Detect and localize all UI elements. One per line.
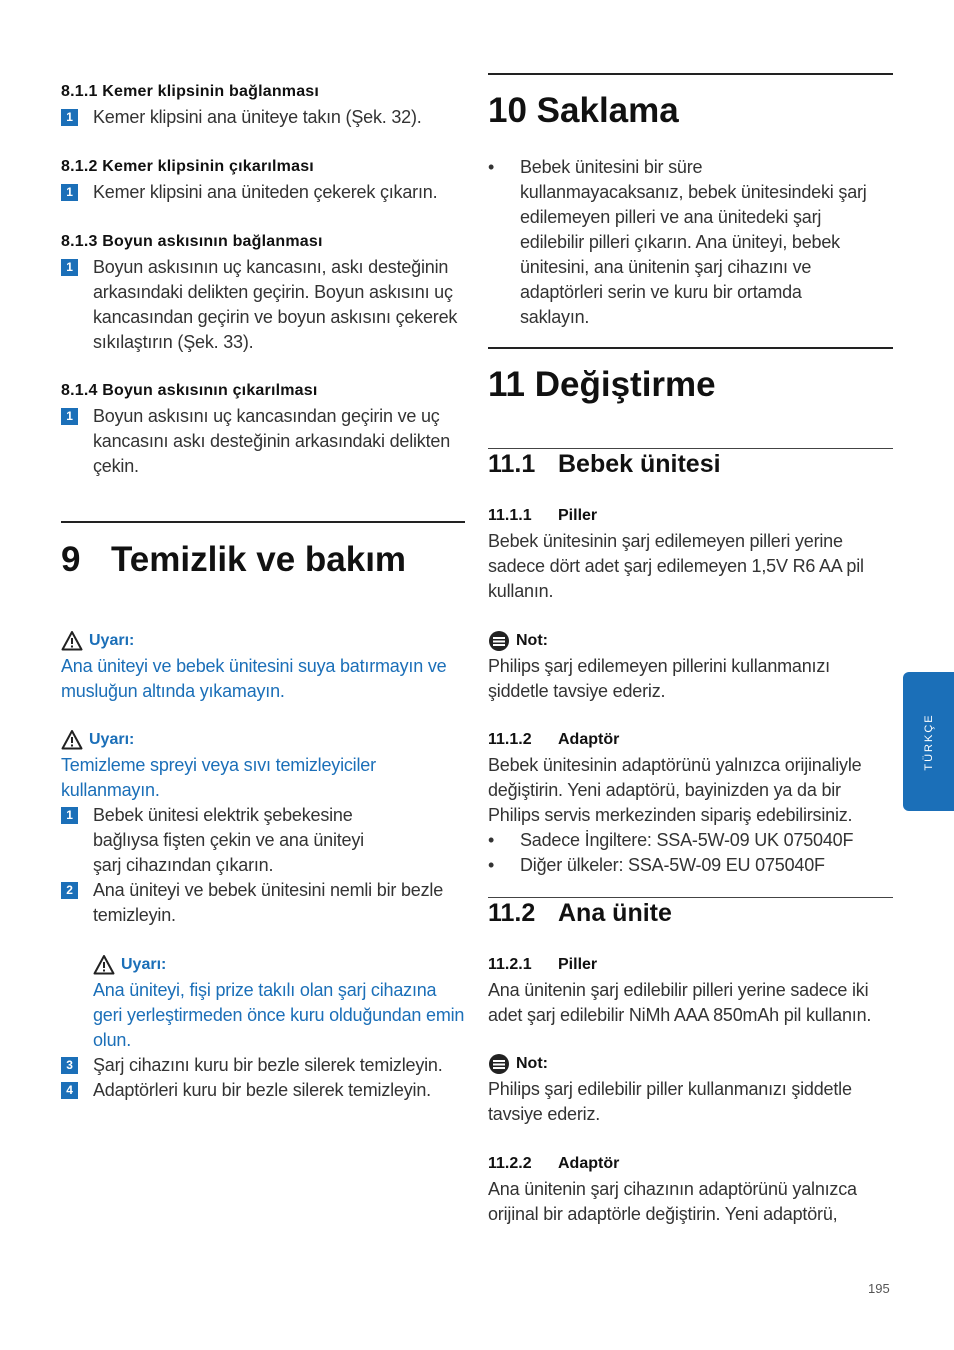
body-text: Ana ünitenin şarj cihazının adaptörünü yalnızca orijinal bir adaptörle değiştirin. Yeni adaptörü, <box>488 1179 857 1224</box>
body-text: Bebek ünitesinin şarj edilemeyen pilleri yerine sadece dört adet şarj edilemeyen 1,5V R6 AA pil kullanın. <box>488 531 864 601</box>
subsection-11-2-1-heading <box>488 956 597 974</box>
section-11-1-heading <box>488 450 721 479</box>
chapter-9-heading <box>61 540 406 580</box>
step-text: Kemer klipsini ana üniteden çekerek çıkarın. <box>93 182 438 202</box>
subsection-11-1-2-heading <box>488 731 619 749</box>
step-item <box>61 105 465 130</box>
bullet-text: Sadece İngiltere: SSA-5W-09 UK 075040F <box>520 830 854 850</box>
note-title <box>488 1053 548 1075</box>
step-item <box>61 180 465 205</box>
step-text: Ana üniteyi ve bebek ünitesini nemli bir bezle temizleyin. <box>93 880 444 925</box>
warning-title <box>61 630 134 652</box>
step-item <box>61 803 381 878</box>
body-text: Bebek ünitesinin adaptörünü yalnızca orijinaliyle değiştirin. Yeni adaptörü, bayinizden ya da bir Philips servis merkezinden sipariş edebilirsiniz. <box>488 755 862 825</box>
step-number: 3 <box>61 1057 78 1074</box>
warning-triangle-icon <box>61 630 83 652</box>
body-text: Ana ünitenin şarj edilebilir pilleri yerine sadece iki adet şarj edilebilir NiMh AAA 850mAh pil kullanın. <box>488 980 872 1025</box>
note-text: Philips şarj edilebilir piller kullanmanızı şiddetle tavsiye ederiz. <box>488 1079 852 1124</box>
step-number: 1 <box>61 807 78 824</box>
warning-title <box>61 729 134 751</box>
bullet-icon: • <box>488 157 495 177</box>
note-text: Philips şarj edilemeyen pillerini kullanmanızı şiddetle tavsiye ederiz. <box>488 656 830 701</box>
subsection-number: 11.1.2 <box>488 731 532 748</box>
list-item <box>488 155 868 330</box>
step-text: Bebek ünitesi elektrik şebekesine bağlıysa fişten çekin ve ana üniteyi şarj cihazından çıkarın. <box>93 805 364 875</box>
section-11-2-heading <box>488 899 672 928</box>
step-text: Boyun askısını uç kancasından geçirin ve uç kancasını askı desteğinin arkasındaki delikten çekin. <box>93 406 451 476</box>
section-divider <box>488 448 893 449</box>
chapter-11-heading <box>488 365 716 405</box>
warning-label: Uyarı: <box>89 632 135 649</box>
bullet-icon: • <box>488 830 495 850</box>
chapter-divider <box>61 521 465 523</box>
note-label: Not: <box>516 1055 548 1072</box>
warning-text: Ana üniteyi ve bebek ünitesini suya batırmayın ve musluğun altında yıkamayın. <box>61 656 447 701</box>
step-number: 1 <box>61 184 78 201</box>
note-label: Not: <box>516 632 548 649</box>
subsection-title: Piller <box>558 507 598 524</box>
chapter-number: 10 <box>488 91 527 130</box>
chapter-divider <box>488 73 893 75</box>
section-8-1-2-title: 8.1.2 Kemer klipsinin çıkarılması <box>61 158 314 175</box>
subsection-11-1-1-heading <box>488 507 597 525</box>
step-number: 4 <box>61 1082 78 1099</box>
subsection-number: 11.2.1 <box>488 956 532 973</box>
subsection-title: Piller <box>558 956 598 973</box>
chapter-number: 9 <box>61 540 81 579</box>
subsection-title: Adaptör <box>558 1155 620 1172</box>
step-number: 1 <box>61 109 78 126</box>
language-tab[interactable] <box>903 672 954 811</box>
subsection-number: 11.2.2 <box>488 1155 532 1172</box>
note-icon <box>488 630 510 652</box>
section-8-1-3-title: 8.1.3 Boyun askısının bağlanması <box>61 233 323 250</box>
section-8-1-4-title: 8.1.4 Boyun askısının çıkarılması <box>61 382 318 399</box>
warning-text: Temizleme spreyi veya sıvı temizleyiciler kullanmayın. <box>61 755 376 800</box>
bullet-text: Diğer ülkeler: SSA-5W-09 EU 075040F <box>520 855 825 875</box>
chapter-title: Saklama <box>536 91 679 130</box>
warning-label: Uyarı: <box>89 731 135 748</box>
step-number: 2 <box>61 882 78 899</box>
warning-triangle-icon <box>93 954 115 976</box>
language-tab-label: TÜRKÇE <box>922 712 935 771</box>
step-item <box>61 255 465 355</box>
chapter-number: 11 <box>488 365 525 404</box>
note-title <box>488 630 548 652</box>
warning-label: Uyarı: <box>121 956 167 973</box>
step-item <box>61 1078 465 1103</box>
step-number: 1 <box>61 259 78 276</box>
section-8-1-1-title: 8.1.1 Kemer klipsinin bağlanması <box>61 83 320 100</box>
chapter-divider <box>488 347 893 349</box>
bullet-text: Bebek ünitesini bir süre kullanmayacaksanız, bebek ünitesindeki şarj edilemeyen pilleri ve ana ünitedeki şarj edilebilir pilleri çıkarın. Ana üniteyi, bebek ünitesini, ana ünitenin şarj cihazını ve adaptörleri serin ve kuru bir ortamda saklayın. <box>520 157 867 327</box>
step-item <box>61 878 465 928</box>
step-text: Boyun askısının uç kancasını, askı desteğinin arkasındaki delikten geçirin. Boyun askısını uç kancasından geçirin ve boyun askısını çekerek sıkılaştırın (Şek. 33). <box>93 257 458 352</box>
section-divider <box>488 897 893 898</box>
section-title: Bebek ünitesi <box>558 450 721 478</box>
chapter-title: Temizlik ve bakım <box>111 540 407 579</box>
section-number: 11.2 <box>488 899 536 927</box>
subsection-number: 11.1.1 <box>488 507 532 524</box>
note-icon <box>488 1053 510 1075</box>
step-item <box>61 404 465 479</box>
bullet-icon: • <box>488 855 495 875</box>
step-text: Şarj cihazını kuru bir bezle silerek temizleyin. <box>93 1055 443 1075</box>
section-number: 11.1 <box>488 450 536 478</box>
step-item <box>61 1053 465 1078</box>
chapter-10-heading <box>488 91 679 131</box>
warning-text: Ana üniteyi, fişi prize takılı olan şarj cihazına geri yerleştirmeden önce kuru olduğundan emin olun. <box>93 980 465 1050</box>
chapter-title: Değiştirme <box>534 365 716 404</box>
list-item <box>488 853 888 878</box>
warning-triangle-icon <box>61 729 83 751</box>
step-text: Adaptörleri kuru bir bezle silerek temizleyin. <box>93 1080 431 1100</box>
section-title: Ana ünite <box>558 899 672 927</box>
subsection-title: Adaptör <box>558 731 620 748</box>
step-number: 1 <box>61 408 78 425</box>
step-text: Kemer klipsini ana üniteye takın (Şek. 32). <box>93 107 422 127</box>
list-item <box>488 828 888 853</box>
page-number: 195 <box>868 1281 890 1296</box>
subsection-11-2-2-heading <box>488 1155 619 1173</box>
warning-title <box>93 954 166 976</box>
